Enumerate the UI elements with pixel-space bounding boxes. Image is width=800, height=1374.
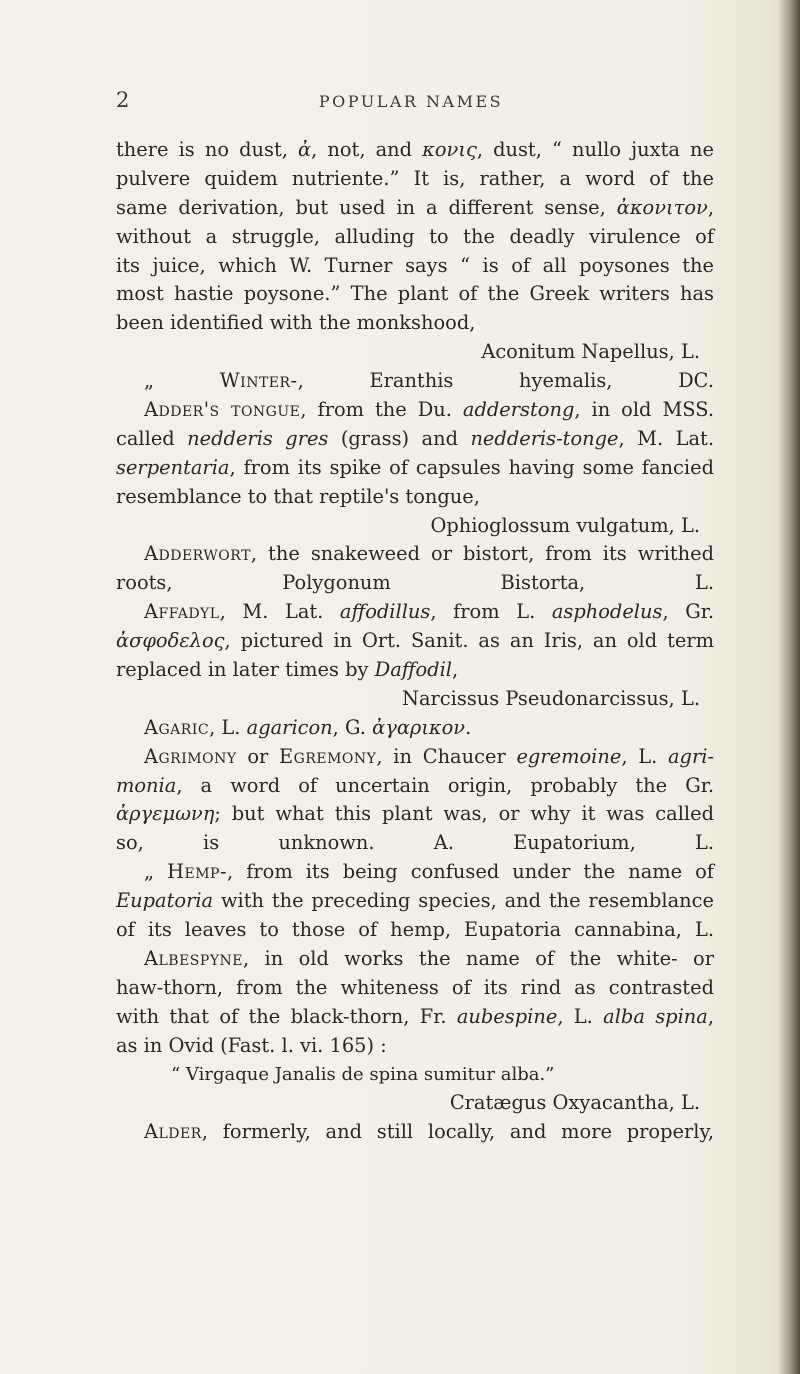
entry-line: Agaric, L. agaricon, G. ἀγαρικον.	[144, 715, 472, 739]
italic-term: ἀ	[298, 138, 312, 161]
text-line: most hastie poysone.” The plant of the Greek writers has	[116, 282, 714, 306]
text-line: pulvere quidem nutriente.” It is, rather, a word of the	[116, 166, 714, 190]
text-line: without a struggle, alluding to the deadly virulence of	[116, 224, 714, 248]
botanical-name: Aconitum Napellus, L.	[481, 340, 700, 364]
italic-term: Eupatoria	[116, 889, 214, 913]
text-line: haw-thorn, from the whiteness of its rind as contrasted	[116, 975, 714, 999]
entry-line: Agrimony or Egremony, in Chaucer egremoine, L. agri-	[144, 744, 714, 768]
headword: Adderwort	[144, 542, 251, 566]
entry-line: Adder's tongue, from the Du. adderstong, in old MSS.	[144, 398, 714, 422]
text-line: been identified with the monkshood,	[116, 311, 476, 335]
page-body	[116, 136, 714, 1147]
page-edge-shadow	[778, 0, 800, 1374]
italic-term: adderstong	[462, 398, 575, 422]
text-line: monia, a word of uncertain origin, probably the Gr.	[116, 773, 714, 797]
headword: Winter-	[219, 369, 298, 393]
italic-term: ἀργεμωνη	[116, 802, 215, 826]
text-line: with that of the black-thorn, Fr. aubespine, L. alba spina,	[116, 1004, 714, 1028]
italic-term: nedderis gres	[187, 426, 329, 450]
latin-quote: “ Virgaque Janalis de spina sumitur alba.”	[171, 1063, 555, 1085]
entry-line: „ Hemp-, from its being confused under the name of	[144, 860, 714, 884]
botanical-name: Ophioglossum vulgatum, L.	[430, 513, 700, 537]
italic-term: κονις	[422, 138, 477, 161]
text-line: so, is unknown. A. Eupatorium, L.	[116, 831, 714, 855]
italic-term: aubespine	[456, 1004, 558, 1028]
italic-term: alba spina	[603, 1004, 708, 1028]
running-head: POPULAR NAMES	[318, 92, 504, 111]
italic-term: Daffodil	[374, 658, 452, 682]
botanical-name: Cratægus Oxyacantha, L.	[449, 1091, 700, 1115]
italic-term: asphodelus	[551, 600, 663, 624]
entry-line: Albespyne, in old works the name of the white- or	[144, 946, 714, 970]
headword: Egremony	[279, 744, 377, 768]
italic-term: egremoine	[516, 744, 622, 768]
text-line: ἀσφοδελος, pictured in Ort. Sanit. as an Iris, an old term	[116, 629, 714, 653]
text-line: roots, Polygonum Bistorta, L.	[116, 571, 714, 595]
text-line: as in Ovid (Fast. l. vi. 165) :	[116, 1033, 387, 1057]
text-line: serpentaria, from its spike of capsules having some fancied	[116, 455, 714, 479]
headword: Albespyne	[144, 946, 244, 970]
text-line: replaced in later times by Daffodil,	[116, 658, 459, 682]
italic-term: affodillus	[339, 600, 431, 624]
headword: Hemp-	[167, 860, 228, 884]
text-line: ἀργεμωνη; but what this plant was, or why it was called	[116, 802, 714, 826]
entry-line: Affadyl, M. Lat. affodillus, from L. asphodelus, Gr.	[144, 600, 714, 624]
entry-line: „ Winter-, Eranthis hyemalis, DC.	[144, 369, 714, 393]
italic-term: serpentaria	[116, 455, 230, 479]
text-line: called nedderis gres (grass) and nedderis-tonge, M. Lat.	[116, 426, 714, 450]
headword: Agrimony	[144, 744, 237, 768]
text-line: same derivation, but used in a different sense, ἀκονιτον,	[116, 195, 714, 219]
page-header	[116, 88, 706, 114]
text-line: resemblance to that reptile's tongue,	[116, 484, 480, 508]
headword: Adder's tongue	[144, 398, 301, 422]
text-line: there is no dust, ἀ, not, and κονις, dust, “ nullo juxta ne	[116, 138, 714, 161]
italic-term: agaricon	[246, 715, 333, 739]
italic-term: monia	[116, 773, 177, 797]
italic-term: nedderis-tonge	[470, 426, 619, 450]
text-line: of its leaves to those of hemp, Eupatoria cannabina, L.	[116, 918, 714, 942]
headword: Affadyl	[144, 600, 220, 624]
entry-line: Adderwort, the snakeweed or bistort, from its writhed	[144, 542, 714, 566]
page-number: 2	[116, 88, 130, 112]
text-line: its juice, which W. Turner says “ is of all poysones the	[116, 253, 714, 277]
headword: Alder	[144, 1120, 202, 1144]
botanical-name: Narcissus Pseudonarcissus, L.	[402, 686, 700, 710]
entry-line: Alder, formerly, and still locally, and more properly,	[144, 1120, 714, 1144]
headword: Agaric	[144, 715, 210, 739]
italic-term: ἀγαρικον	[372, 715, 466, 739]
text-line: Eupatoria with the preceding species, and the resemblance	[116, 889, 714, 913]
italic-term: agri-	[668, 744, 714, 768]
italic-term: ἀσφοδελος	[116, 629, 225, 653]
italic-term: ἀκονιτον	[616, 195, 708, 219]
